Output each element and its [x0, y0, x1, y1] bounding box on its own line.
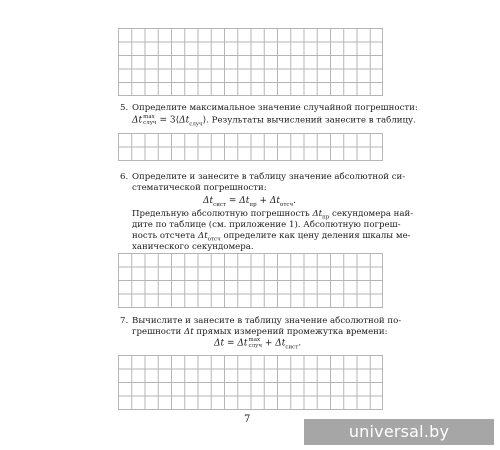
item-6-line-2: стематической погрешности: [132, 183, 267, 193]
item-6-para-line-3: ность отсчета $\Delta t_{отсч}$ определите как цену деления шкалы ме- [132, 231, 411, 243]
item-6-line-1: Определите и занесите в таблицу значение абсолютной си- [132, 172, 406, 182]
item-6-formula: $\Delta t_{сист} = \Delta t_{пр} + \Delta t_{отсч}$. [203, 196, 296, 208]
watermark-banner: universal.by [304, 419, 494, 445]
item-6-number: 6. [120, 172, 129, 182]
item-7-line-1: Вычислите и занесите в таблицу значение абсолютной по- [132, 316, 402, 326]
answer-grid-4 [118, 355, 383, 410]
item-7-formula: Δt = Δt max случ + $\Delta t_{сист}$. [214, 337, 302, 351]
item-5-number: 5. [120, 103, 129, 113]
item-7-number: 7. [120, 316, 129, 326]
item-6-para-line-4: ханического секундомера. [132, 242, 254, 252]
page-number: 7 [244, 414, 251, 425]
answer-grid-2 [118, 133, 383, 161]
item-6-para-line-1: Предельную абсолютную погрешность $\Delta t_{пр}$ секундомера най- [132, 209, 414, 221]
item-5-formula: Δt max случ = $3⟨\Delta t_{случ}⟩$. Результаты вычислений занесите в таблицу. [132, 114, 416, 128]
answer-grid-1 [118, 28, 383, 96]
item-7-line-2: грешности Δt прямых измерений промежутка времени: [132, 327, 388, 337]
answer-grid-3 [118, 253, 383, 308]
item-6-para-line-2: дите по таблице (см. приложение 1). Абсолютную погреш- [132, 220, 401, 230]
item-5-line-1: Определите максимальное значение случайной погрешности: [132, 103, 418, 113]
